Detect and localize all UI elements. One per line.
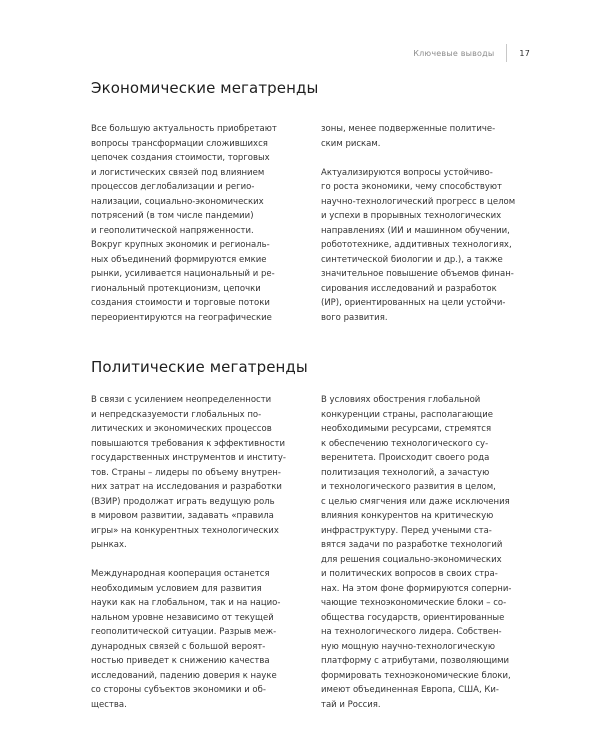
text-line: зоны, менее подверженные политиче- — [321, 124, 496, 134]
text-line: сирования исследований и разработок — [321, 283, 497, 294]
text-line: науки как на глобальном, так и на нацио- — [91, 598, 281, 608]
text-line: общества государств, ориентированные — [321, 612, 505, 623]
political-right-column — [321, 393, 521, 712]
text-line: политизация технологий, а зачастую — [321, 467, 490, 478]
text-line: повышаются требования к эффективности — [91, 438, 285, 449]
text-line: влияния конкурентов на критическую — [321, 511, 494, 521]
text-line: с целью смягчения или даже исключения — [321, 496, 510, 507]
text-line: Актуализируются вопросы устойчиво- — [321, 167, 493, 178]
paragraph — [321, 166, 521, 326]
text-line: робототехнике, аддитивных технологиях, — [321, 240, 512, 250]
paragraph — [321, 122, 521, 151]
text-line: (ВЗИР) продолжат играть ведущую роль — [91, 496, 275, 507]
paragraph — [91, 122, 291, 325]
text-line: чающие технoэкономические блоки – со- — [321, 598, 507, 608]
text-line: и логистических связей под влиянием — [91, 167, 265, 178]
text-line: Все большую актуальность приобретают — [91, 124, 277, 134]
text-line: ностью приведет к снижению качества — [91, 656, 270, 666]
text-line: нах. На этом фоне формируются соперни- — [321, 583, 512, 594]
text-line: игры» на конкурентных технологических — [91, 525, 279, 536]
text-line: на технологического лидера. Собствен- — [321, 627, 502, 637]
text-line: процессов деглобализации и регио- — [91, 182, 255, 192]
page-number: 17 — [519, 48, 530, 58]
text-line: цепочек создания стоимости, торговых — [91, 153, 270, 163]
text-line: рынках. — [91, 540, 127, 550]
text-line: и успехи в прорывных технологических — [321, 211, 502, 221]
text-line: платформу с атрибутами, позволяющими — [321, 656, 510, 666]
text-line: В условиях обострения глобальной — [321, 395, 481, 405]
text-line: го роста экономики, чему способствуют — [321, 182, 502, 192]
text-line: исследований, падению доверия к науке — [91, 670, 277, 681]
text-line: в мировом развитии, задавать «правила — [91, 511, 274, 521]
text-line: щества. — [91, 699, 127, 710]
text-line: формировать технoэкономические блоки, — [321, 670, 511, 681]
text-line: ную мощную научно-технологическую — [321, 641, 495, 652]
text-line: Вокруг крупных экономик и региональ- — [91, 240, 270, 250]
header-divider — [506, 44, 507, 62]
text-line: конкуренции страны, располагающие — [321, 409, 493, 420]
text-line: вопросы трансформации сложившихся — [91, 138, 268, 149]
text-line: и геополитической напряженности. — [91, 225, 254, 236]
political-megatrends-heading: Политические мегатренды — [91, 358, 308, 376]
text-line: них затрат на исследования и разработки — [91, 482, 282, 492]
text-line: государственных инструментов и институ- — [91, 453, 286, 463]
text-line: и политических вопросов в своих стра- — [321, 569, 498, 579]
text-line: тов. Страны – лидеры по объему внутрен- — [91, 467, 281, 478]
text-line: и непредсказуемости глобальных по- — [91, 409, 262, 420]
economic-megatrends-heading: Экономические мегатренды — [91, 79, 319, 97]
text-line: тай и Россия. — [321, 699, 381, 710]
text-line: создания стоимости и торговые потоки — [91, 298, 270, 308]
running-header — [413, 44, 530, 62]
text-line: направлениях (ИИ и машинном обучении, — [321, 225, 510, 236]
text-line: В связи с усилением неопределенности — [91, 395, 272, 405]
text-line: гиональный протекционизм, цепочки — [91, 283, 261, 294]
text-line: веренитета. Происходит своего рода — [321, 453, 490, 463]
text-line: литических и экономических процессов — [91, 424, 272, 434]
text-line: нальном уровне независимо от текущей — [91, 612, 274, 623]
text-line: Международная кооперация останется — [91, 569, 270, 579]
text-line: научно-технологический прогресс в целом — [321, 196, 516, 207]
text-line: ским рискам. — [321, 138, 381, 149]
paragraph — [91, 567, 291, 712]
text-line: рынки, усиливается национальный и ре- — [91, 269, 275, 279]
political-left-column — [91, 393, 291, 712]
text-line: значительное повышение объемов финан- — [321, 269, 514, 279]
economic-right-column — [321, 122, 521, 325]
text-line: геополитической ситуации. Разрыв меж- — [91, 627, 277, 637]
text-line: со стороны субъектов экономики и об- — [91, 685, 266, 695]
paragraph — [91, 393, 291, 553]
text-line: имеют объединенная Европа, США, Ки- — [321, 685, 499, 695]
text-line: (ИР), ориентированных на цели устойчи- — [321, 298, 506, 308]
text-line: ных объединений формируются емкие — [91, 254, 267, 265]
text-line: инфраструктуру. Перед учеными ста- — [321, 525, 492, 536]
text-line: необходимым условием для развития — [91, 583, 262, 594]
text-line: синтетической биологии и др.), а также — [321, 254, 503, 265]
text-line: необходимыми ресурсами, стремятся — [321, 424, 492, 434]
economic-left-column — [91, 122, 291, 325]
text-line: к обеспечению технологического су- — [321, 438, 489, 449]
text-line: дународных связей с большой вероят- — [91, 641, 266, 652]
running-header-section: Ключевые выводы — [413, 48, 495, 58]
text-line: нализации, социально-экономических — [91, 196, 264, 207]
text-line: для решения социально-экономических — [321, 554, 502, 565]
text-line: переориентируются на географические — [91, 312, 272, 323]
paragraph — [321, 393, 521, 712]
text-line: вятся задачи по разработке технологий — [321, 540, 503, 550]
text-line: и технологического развития в целом, — [321, 482, 496, 492]
text-line: вого развития. — [321, 312, 388, 323]
text-line: потрясений (в том числе пандемии) — [91, 211, 254, 221]
